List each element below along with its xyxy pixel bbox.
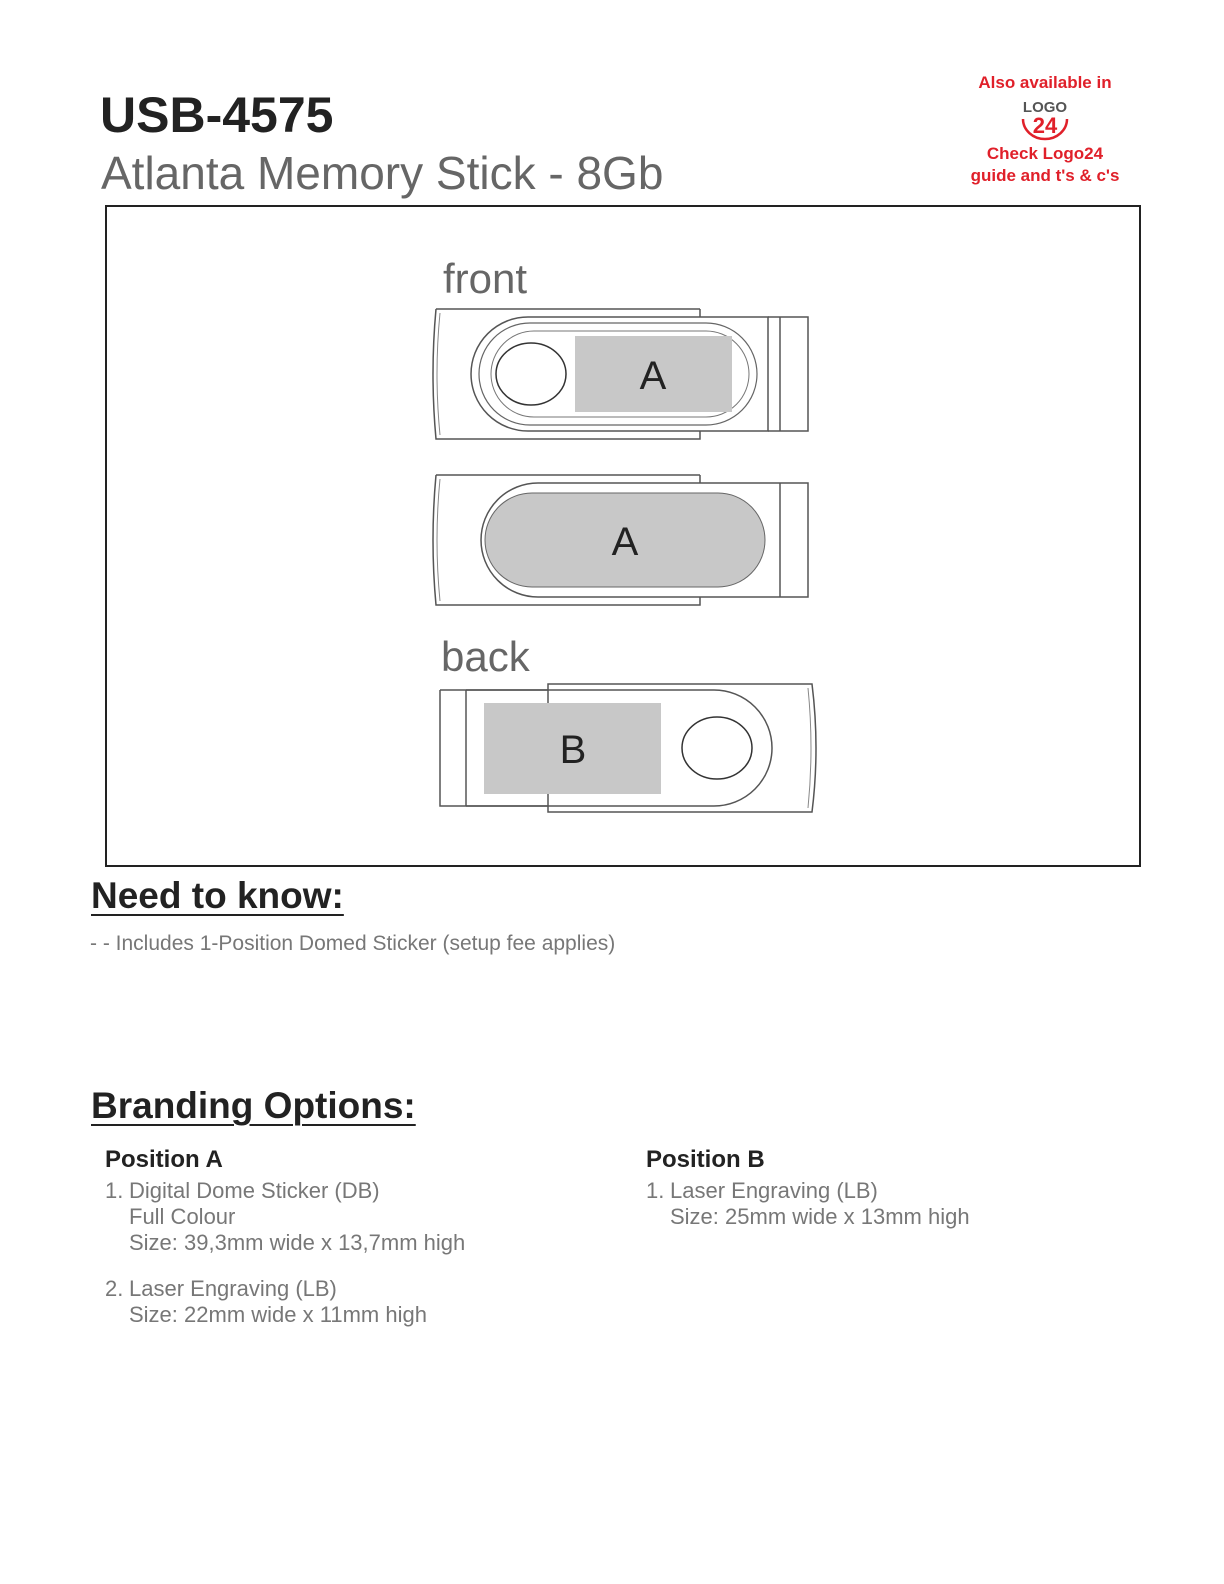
back-label: back bbox=[441, 633, 530, 680]
print-area-a2-label: A bbox=[611, 520, 639, 564]
option-size: Size: 25mm wide x 13mm high bbox=[670, 1204, 970, 1229]
badge-line-1: Also available in bbox=[978, 73, 1112, 92]
logo24-badge bbox=[952, 72, 1138, 186]
position-a-option-2 bbox=[105, 1276, 427, 1328]
front-label: front bbox=[443, 255, 528, 302]
option-name: Laser Engraving (LB) bbox=[670, 1178, 878, 1203]
print-area-a1-label: A bbox=[639, 354, 667, 398]
need-to-know-item: - - Includes 1-Position Domed Sticker (setup fee applies) bbox=[90, 932, 616, 955]
product-code: USB-4575 bbox=[100, 87, 334, 143]
position-a-option-1 bbox=[105, 1178, 465, 1256]
option-number: 2. bbox=[105, 1276, 124, 1301]
logo-number: 24 bbox=[1032, 113, 1058, 139]
option-number: 1. bbox=[646, 1178, 665, 1203]
option-size: Size: 39,3mm wide x 13,7mm high bbox=[129, 1230, 466, 1255]
option-size: Size: 22mm wide x 11mm high bbox=[129, 1302, 427, 1327]
branding-options-heading: Branding Options: bbox=[91, 1085, 416, 1126]
option-detail: Full Colour bbox=[129, 1204, 236, 1229]
print-area-b-label: B bbox=[559, 728, 587, 772]
logo24-icon bbox=[1015, 95, 1075, 141]
back-view bbox=[436, 680, 824, 816]
badge-line-2: Check Logo24 bbox=[986, 144, 1104, 164]
product-title: Atlanta Memory Stick - 8Gb bbox=[101, 147, 664, 199]
front-view-sticker bbox=[428, 305, 812, 443]
position-b-option-1 bbox=[646, 1178, 970, 1230]
front-view-engraving bbox=[428, 471, 812, 609]
need-to-know-heading: Need to know: bbox=[91, 875, 344, 916]
position-b-heading: Position B bbox=[646, 1146, 765, 1173]
badge-line-3: guide and t's & c's bbox=[970, 165, 1120, 185]
option-name: Digital Dome Sticker (DB) bbox=[129, 1178, 380, 1203]
logo-word: LOGO bbox=[1022, 99, 1068, 117]
position-a-heading: Position A bbox=[105, 1146, 223, 1173]
option-name: Laser Engraving (LB) bbox=[129, 1276, 337, 1301]
option-number: 1. bbox=[105, 1178, 124, 1203]
